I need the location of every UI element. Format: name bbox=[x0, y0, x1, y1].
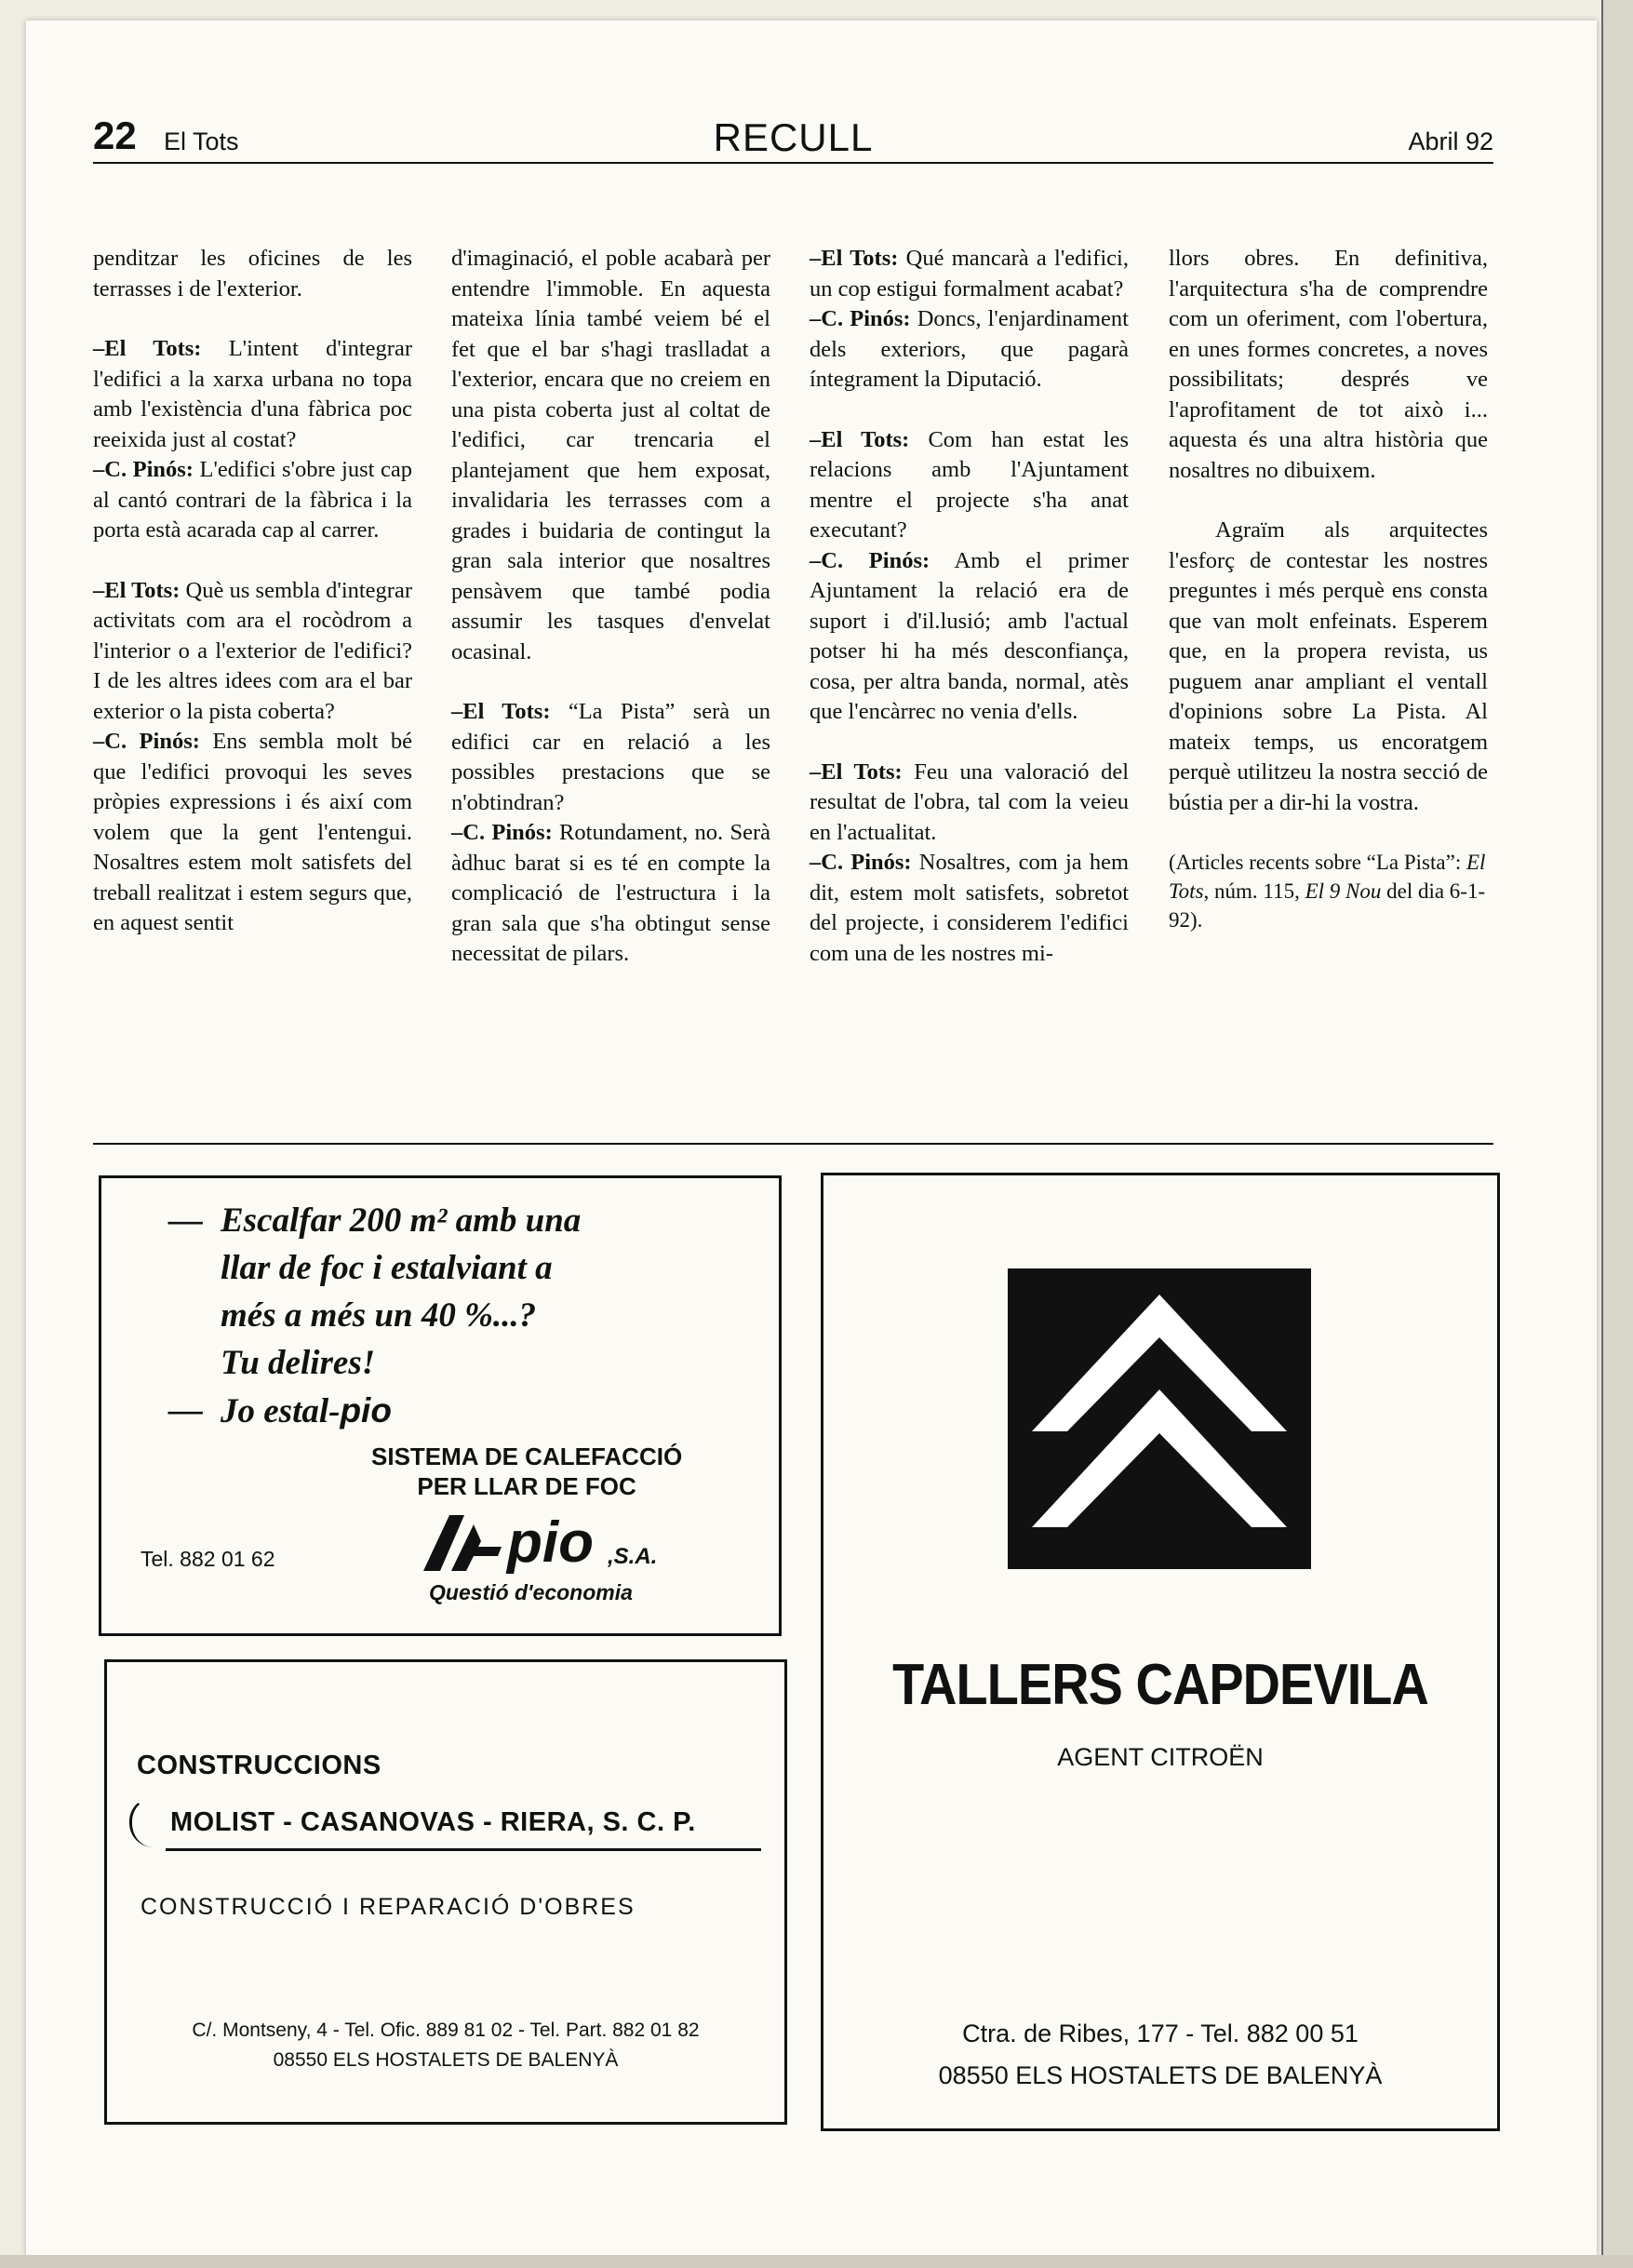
article-column-3 bbox=[810, 244, 1129, 969]
speaker-label: –C. Pinós: bbox=[810, 306, 911, 331]
paragraph: –El Tots: Què us sembla d'integrar activitats com ara el rocòdrom a l'interior o a l'exterior de l'edifici? I de les altres idees com ara el bar exterior o la pista coberta? bbox=[93, 577, 413, 724]
apio-slogan: — Escalfar 200 m² amb una llar de foc i estalviant a més a més un 40 %...? Tu delires! — Jo estal-pio bbox=[221, 1197, 581, 1435]
svg-text:,S.A.: ,S.A. bbox=[608, 1544, 658, 1569]
capdevila-address: Ctra. de Ribes, 177 - Tel. 882 00 51 08550 ELS HOSTALETS DE BALENYÀ bbox=[938, 2020, 1383, 2089]
citroen-chevron-logo bbox=[1008, 1268, 1311, 1569]
page-header bbox=[93, 114, 1493, 164]
capdevila-advertisement bbox=[821, 1173, 1500, 2131]
paragraph: –C. Pinós: Rotundament, no. Serà àdhuc barat si es té en compte la complicació de l'estructura i la gran sala que s'ha obtingut sense necessitat de pilars. bbox=[451, 820, 770, 966]
svg-text:pio: pio bbox=[507, 1510, 594, 1575]
paragraph: –C. Pinós: Amb el primer Ajuntament la relació era de suport i d'il.lusió; amb l'actual potser hi ha més desconfiança, cosa, per altra banda, normal, atès que l'encàrrec no venia d'ells. bbox=[810, 547, 1129, 724]
page-number: 22 bbox=[93, 114, 137, 157]
construccions-firm-name: MOLIST - CASANOVAS - RIERA, S. C. P. bbox=[170, 1807, 696, 1837]
paragraph: llors obres. En definitiva, l'arquitectura s'ha de comprendre com un oferiment, com l'obertura, en unes formes concretes, a noves possibilitats; després ve l'aprofitament de tot això i... aquesta és una altra història que nosaltres no dibuixem. bbox=[1169, 246, 1488, 483]
paragraph: –C. Pinós: Doncs, l'enjardinament dels exteriors, que pagarà íntegrament la Diputació. bbox=[810, 306, 1129, 392]
paragraph: –C. Pinós: Ens sembla molt bé que l'edifici provoqui les seves pròpies expressions i és així com volem que la gent l'entengui. Nosaltres estem molt satisfets del treball realitzat i estem segurs que, en aquest sentit bbox=[93, 729, 412, 935]
speaker-label: –El Tots: bbox=[810, 246, 899, 271]
section-title: RECULL bbox=[713, 115, 874, 159]
apio-tagline: Questió d'economia bbox=[429, 1580, 633, 1604]
speaker-label: –El Tots: bbox=[93, 336, 202, 361]
speaker-label: –C. Pinós: bbox=[810, 850, 912, 875]
dash: — bbox=[168, 1391, 203, 1429]
paragraph: d'imaginació, el poble acabarà per entendre l'immoble. En aquesta mateixa línia també veiem bé el fet que el bar s'hagi traslladat a l'exterior, encara que no creiem en una pista coberta just al coltat de l'edifici, car trencaria el plantejament que hem exposat, invalidaria les terrasses com a grades i buidaria de contingut la gran sala interior que nosaltres pensàvem que també podia assumir les tasques d'envelat ocasinal. bbox=[451, 246, 770, 664]
references-note: (Articles recents sobre “La Pista”: El Tots, núm. 115, El 9 Nou del dia 6-1-92). bbox=[1169, 851, 1486, 932]
article-column-1 bbox=[93, 244, 412, 939]
paragraph: –El Tots: Feu una valoració del resultat de l'obra, tal com la veieu en l'actualitat. bbox=[810, 758, 1130, 845]
capdevila-agent: AGENT CITROËN bbox=[1057, 1743, 1264, 1771]
paragraph: penditzar les oficines de les terrasses i de l'exterior. bbox=[93, 246, 412, 302]
publication-name: El Tots bbox=[164, 127, 239, 155]
article-column-2 bbox=[451, 244, 770, 970]
speaker-label: –C. Pinós: bbox=[93, 729, 200, 754]
capdevila-name: TALLERS CAPDEVILA bbox=[892, 1653, 1428, 1717]
paragraph: –El Tots: L'intent d'integrar l'edifici a la xarxa urbana no topa amb l'existència d'una fàbrica poc reeixida just al costat? bbox=[93, 336, 412, 452]
construccions-address: C/. Montseny, 4 - Tel. Ofic. 889 81 02 - Tel. Part. 882 01 82 08550 ELS HOSTALETS DE BALENYÀ bbox=[192, 2020, 700, 2071]
construccions-title: CONSTRUCCIONS bbox=[137, 1751, 381, 1780]
next-page-edge bbox=[1601, 0, 1633, 2268]
apio-logo bbox=[423, 1510, 675, 1575]
paragraph: –El Tots: Com han estat les relacions amb l'Ajuntament mentre el projecte s'ha anat executant? bbox=[810, 426, 1129, 543]
apio-system-description: SISTEMA DE CALEFACCIÓ PER LLAR DE FOC bbox=[371, 1443, 683, 1500]
construccions-advertisement bbox=[104, 1659, 787, 2125]
paragraph: –El Tots: “La Pista” serà un edifici car en relació a les possibles prestacions que se n'obtindran? bbox=[451, 699, 770, 815]
speaker-label: –C. Pinós: bbox=[451, 820, 553, 845]
paragraph: –C. Pinós: Nosaltres, com ja hem dit, estem molt satisfets, sobretot del projecte, i considerem l'edifici com una de les nostres mi- bbox=[810, 850, 1129, 966]
speaker-label: –El Tots: bbox=[810, 758, 903, 785]
speaker-label: –El Tots: bbox=[810, 426, 910, 452]
scan-bottom-edge bbox=[0, 2255, 1633, 2268]
dash: — bbox=[168, 1201, 203, 1240]
paragraph: –C. Pinós: L'edifici s'obre just cap al cantó contrari de la fàbrica i la porta està acarada cap al carrer. bbox=[93, 457, 412, 543]
article-ads-divider bbox=[93, 1143, 1493, 1145]
speaker-label: –C. Pinós: bbox=[93, 457, 194, 482]
speaker-label: –El Tots: bbox=[451, 699, 551, 724]
paragraph: Agraïm als arquitectes l'esforç de contestar les nostres preguntes i més perquè ens consta que van molt enfeinats. Esperem que, en la propera revista, us puguem anar ampliant el ventall d'opinions sobre La Pista. Al mateix temps, us encoratgem perquè utilitzeu la nostra secció de bústia per a dir-hi la vostra. bbox=[1169, 517, 1488, 815]
paragraph: –El Tots: Qué mancarà a l'edifici, un cop estigui formalment acabat? bbox=[810, 246, 1129, 302]
issue-date: Abril 92 bbox=[1408, 127, 1493, 155]
construccions-subtitle: CONSTRUCCIÓ I REPARACIÓ D'OBRES bbox=[141, 1894, 636, 1920]
speaker-label: –C. Pinós: bbox=[810, 547, 930, 573]
article-column-4 bbox=[1169, 244, 1488, 934]
apio-phone: Tel. 882 01 62 bbox=[141, 1547, 275, 1571]
apio-advertisement bbox=[99, 1175, 782, 1636]
speaker-label: –El Tots: bbox=[93, 577, 181, 603]
